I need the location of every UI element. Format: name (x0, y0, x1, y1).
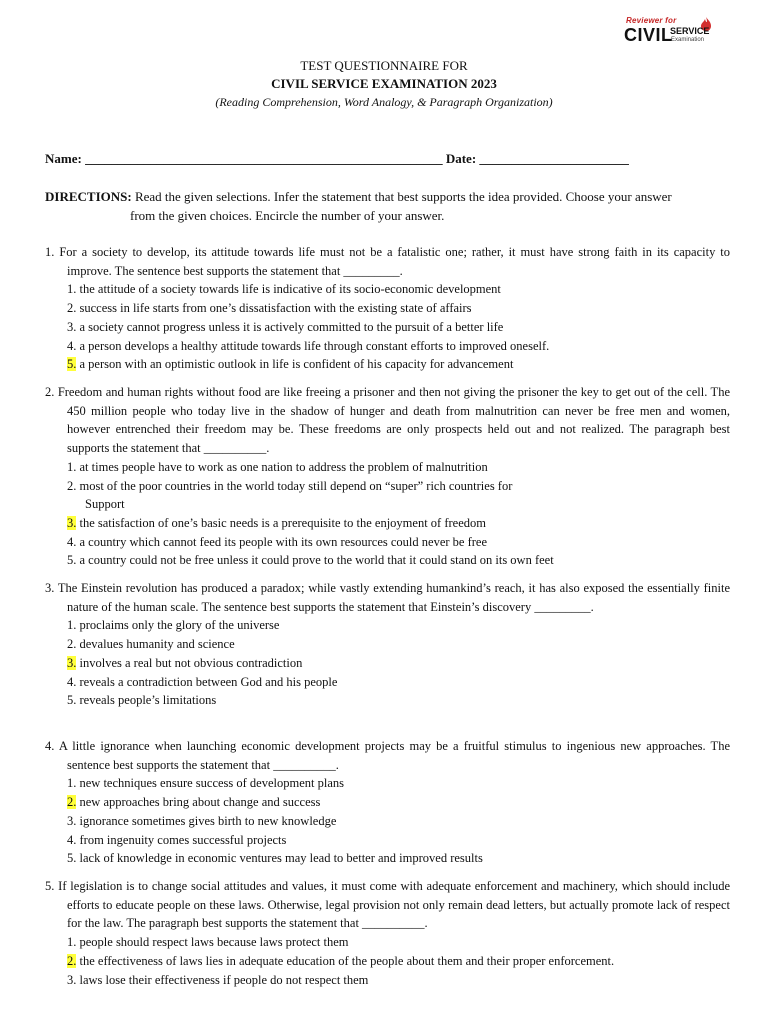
question-1 (45, 243, 730, 374)
directions-line-1 (45, 188, 730, 207)
question-3 (45, 579, 730, 710)
date-field[interactable]: _______________________ (476, 151, 629, 166)
doc-title-line-2: CIVIL SERVICE EXAMINATION 2023 (271, 76, 497, 91)
answer-option[interactable] (45, 933, 730, 952)
answer-option[interactable] (45, 533, 730, 552)
option-number: 2. (67, 301, 77, 316)
option-text: a person with an optimistic outlook in life is confident of his capacity for advancement (76, 357, 514, 372)
option-number-highlighted: 3. (67, 515, 77, 530)
option-number: 4. (67, 832, 77, 847)
question-4 (45, 737, 730, 868)
option-text: lack of knowledge in economic ventures may lead to better and improved results (76, 851, 483, 866)
option-text: reveals a contradiction between God and his people (76, 674, 338, 689)
answer-option[interactable] (45, 831, 730, 850)
option-text: new techniques ensure success of development plans (76, 776, 345, 791)
question-stem: 5. If legislation is to change social attitudes and values, it must come with adequate enforcement and machinery, which should include efforts to educate people on these laws. Otherwise, legal provision not only remain dead letters, but actually promote lack of respect for the law. The paragraph best supports the statement that __________. (45, 879, 730, 931)
option-number: 1. (67, 935, 77, 950)
question-stem: 3. The Einstein revolution has produced a paradox; while vastly extending humankind’s reach, it has also exposed the essentially finite nature of the human scale. The sentence best supports the statement that Einstein’s discovery _________. (45, 581, 730, 614)
option-text: new approaches bring about change and success (76, 795, 321, 810)
answer-option[interactable] (45, 280, 730, 299)
option-text: ignorance sometimes gives birth to new knowledge (76, 813, 337, 828)
option-number: 1. (67, 618, 77, 633)
directions-label: DIRECTIONS: (45, 189, 132, 204)
option-text: at times people have to work as one nation to address the problem of malnutrition (76, 459, 488, 474)
answer-option-highlighted[interactable] (45, 514, 730, 533)
option-number: 1. (67, 282, 77, 297)
answer-option[interactable] (45, 337, 730, 356)
directions-text-1: Read the given selections. Infer the statement that best supports the idea provided. Choose your answer (131, 189, 672, 204)
option-text: involves a real but not obvious contradiction (76, 655, 303, 670)
option-text: the attitude of a society towards life is indicative of its socio-economic development (76, 282, 501, 297)
name-label: Name: (45, 151, 82, 166)
option-text: the effectiveness of laws lies in adequate education of the people about them and their proper enforcement. (76, 953, 615, 968)
question-5 (45, 877, 730, 989)
option-text: the satisfaction of one’s basic needs is a prerequisite to the enjoyment of freedom (76, 515, 486, 530)
answer-option[interactable] (45, 673, 730, 692)
option-text: proclaims only the glory of the universe (76, 618, 280, 633)
answer-option[interactable] (45, 971, 730, 990)
question-stem: 4. A little ignorance when launching economic development projects may be a fruitful stimulus to ingenious new approaches. The sentence best supports the statement that __________. (45, 739, 730, 772)
logo-examination-text: Examination (671, 37, 705, 43)
question-stem: 1. For a society to develop, its attitude towards life must not be a fatalistic one; rather, it must have strong faith in its capacity to improve. The sentence best supports the statement that _________. (45, 245, 730, 278)
answer-option-highlighted[interactable] (45, 355, 730, 374)
logo-service-text: SERVICE (670, 26, 710, 36)
name-field[interactable]: _______________________________________________________ (81, 151, 446, 166)
answer-option[interactable] (45, 616, 730, 635)
option-number: 4. (67, 674, 77, 689)
answer-option[interactable] (45, 812, 730, 831)
logo-civil-text: CIVIL (624, 25, 673, 45)
option-number: 2. (67, 478, 77, 493)
option-number: 5. (67, 553, 77, 568)
option-number: 4. (67, 534, 77, 549)
option-text: most of the poor countries in the world today still depend on “super” rich countries for (76, 478, 513, 493)
answer-option-highlighted[interactable] (45, 952, 730, 971)
answer-option[interactable] (45, 849, 730, 868)
doc-subtitle: (Reading Comprehension, Word Analogy, & Paragraph Organization) (215, 95, 553, 109)
option-text: laws lose their effectiveness if people do not respect them (76, 972, 369, 987)
option-number: 1. (67, 459, 77, 474)
option-number: 5. (67, 851, 77, 866)
option-number-highlighted: 5. (67, 357, 77, 372)
option-number-highlighted: 3. (67, 655, 77, 670)
option-number: 5. (67, 693, 77, 708)
option-number-highlighted: 2. (67, 795, 77, 810)
option-text-continued: Support (85, 497, 125, 512)
answer-option[interactable] (45, 458, 730, 477)
option-text: a country which cannot feed its people with its own resources could never be free (76, 534, 487, 549)
option-text: people should respect laws because laws protect them (76, 935, 349, 950)
option-number: 3. (67, 972, 77, 987)
directions-line-2: from the given choices. Encircle the number of your answer. (130, 207, 445, 223)
option-text: from ingenuity comes successful projects (76, 832, 287, 847)
question-stem: 2. Freedom and human rights without food are like freeing a prisoner and then not giving the prisoner the key to get out of the cell. The 450 million people who today live in the shadow of hunger and death from malnutrition can never be free men and women, however entrenched their freedom may be. These freedoms are only prospects held out and not realized. The paragraph best supports the statement that __________. (45, 385, 730, 456)
option-text: a country could not be free unless it could prove to the world that it could stand on its own feet (76, 553, 554, 568)
option-text: a society cannot progress unless it is actively committed to the pursuit of a better life (76, 319, 504, 334)
directions (45, 188, 730, 225)
logo-tagline: Reviewer for (626, 16, 677, 25)
answer-option[interactable] (45, 477, 730, 514)
name-date-line (45, 151, 629, 167)
answer-option[interactable] (45, 299, 730, 318)
doc-title-line-1: TEST QUESTIONNAIRE FOR (300, 58, 468, 73)
option-text: a person develops a healthy attitude towards life through constant efforts to improved oneself. (76, 338, 550, 353)
option-text: devalues humanity and science (76, 637, 235, 652)
option-number: 2. (67, 637, 77, 652)
question-2 (45, 383, 730, 570)
option-text: success in life starts from one’s dissatisfaction with the existing state of affairs (76, 301, 472, 316)
answer-option[interactable] (45, 551, 730, 570)
date-label: Date: (445, 151, 477, 166)
option-number: 4. (67, 338, 77, 353)
answer-option-highlighted[interactable] (45, 654, 730, 673)
option-number-highlighted: 2. (67, 953, 77, 968)
answer-option[interactable] (45, 691, 730, 710)
option-number: 3. (67, 319, 77, 334)
civil-service-logo (624, 16, 724, 48)
option-number: 3. (67, 813, 77, 828)
answer-option[interactable] (45, 318, 730, 337)
option-text: reveals people’s limitations (76, 693, 217, 708)
answer-option[interactable] (45, 635, 730, 654)
answer-option-highlighted[interactable] (45, 793, 730, 812)
answer-option[interactable] (45, 774, 730, 793)
option-number: 1. (67, 776, 77, 791)
